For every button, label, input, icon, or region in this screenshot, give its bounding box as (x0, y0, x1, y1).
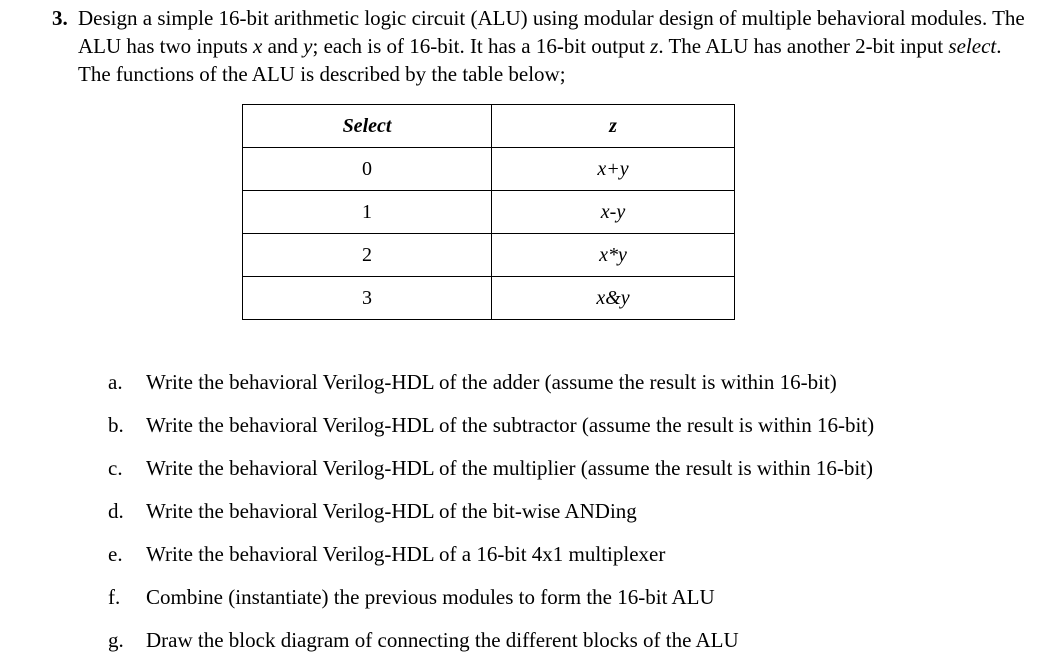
header-z: z (492, 105, 735, 148)
table-row (243, 277, 735, 320)
list-item (108, 497, 1028, 540)
cell-z: x-y (492, 191, 735, 234)
table-row (243, 234, 735, 277)
var-select: select (948, 34, 997, 58)
intro-part-a: Design a simple 16-bit arithmetic logic circuit (ALU) using modular design of multiple behavioral modules. The ALU has two inputs (78, 6, 1025, 58)
list-item (108, 368, 1028, 411)
cell-z: x*y (492, 234, 735, 277)
subquestion-letter: e. (108, 542, 123, 566)
intro-and: and (262, 34, 304, 58)
cell-select: 2 (243, 234, 492, 277)
table-header-row (243, 105, 735, 148)
list-item (108, 583, 1028, 626)
list-item (108, 540, 1028, 583)
table-row (243, 191, 735, 234)
subquestion-letter: g. (108, 628, 124, 652)
var-y: y (303, 34, 313, 58)
subquestion-text: Combine (instantiate) the previous modules to form the 16-bit ALU (146, 585, 715, 609)
header-select: Select (243, 105, 492, 148)
cell-z: x+y (492, 148, 735, 191)
alu-function-table (242, 104, 735, 320)
question-number: 3. (52, 6, 68, 30)
subquestion-text: Write the behavioral Verilog-HDL of a 16-bit 4x1 multiplexer (146, 542, 666, 566)
subquestion-letter: c. (108, 456, 123, 480)
var-z: z (650, 34, 659, 58)
cell-select: 1 (243, 191, 492, 234)
intro-part-c: . The ALU has another 2-bit input (658, 34, 949, 58)
intro-part-b: ; each is of 16-bit. It has a 16-bit output (312, 34, 651, 58)
subquestion-letter: a. (108, 370, 123, 394)
subquestion-text: Write the behavioral Verilog-HDL of the adder (assume the result is within 16-bit) (146, 370, 837, 394)
list-item (108, 454, 1028, 497)
cell-select: 3 (243, 277, 492, 320)
var-x: x (253, 34, 263, 58)
subquestion-text: Draw the block diagram of connecting the different blocks of the ALU (146, 628, 739, 652)
intro-part-d: . The functions of the ALU is described by the table below; (78, 34, 1002, 86)
subquestion-letter: f. (108, 585, 121, 609)
list-item (108, 411, 1028, 454)
question-text (78, 4, 1028, 88)
subquestion-list (108, 368, 1028, 669)
list-item (108, 626, 1028, 669)
subquestion-text: Write the behavioral Verilog-HDL of the multiplier (assume the result is within 16-bit) (146, 456, 873, 480)
cell-select: 0 (243, 148, 492, 191)
table-row (243, 148, 735, 191)
subquestion-text: Write the behavioral Verilog-HDL of the bit-wise ANDing (146, 499, 637, 523)
subquestion-text: Write the behavioral Verilog-HDL of the subtractor (assume the result is within 16-bit) (146, 413, 875, 437)
subquestion-letter: b. (108, 413, 124, 437)
cell-z: x&y (492, 277, 735, 320)
subquestion-letter: d. (108, 499, 124, 523)
